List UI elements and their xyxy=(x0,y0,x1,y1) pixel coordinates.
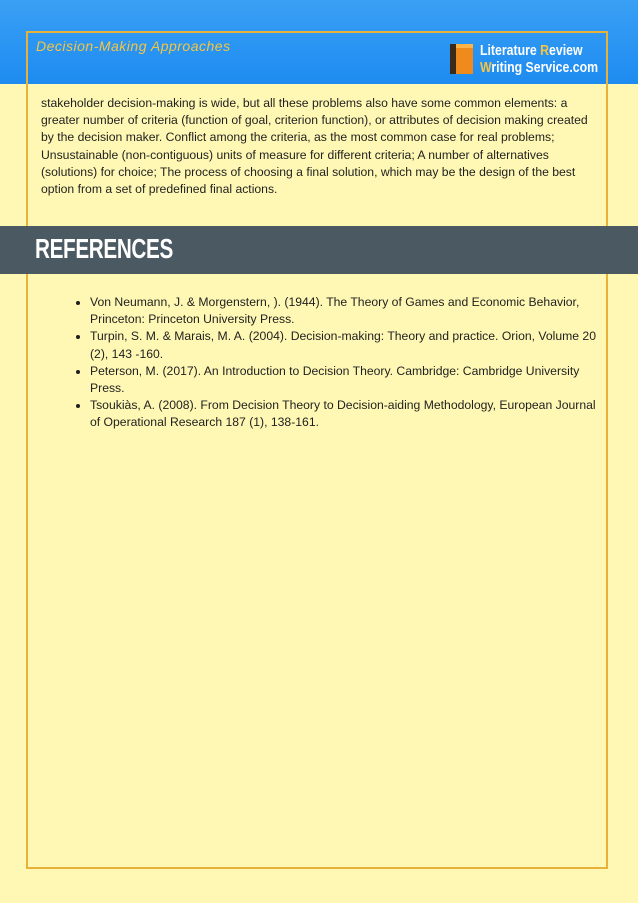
logo-line-2: Writing Service.com xyxy=(480,59,599,76)
book-icon xyxy=(450,44,473,74)
reference-item: • Turpin, S. M. & Marais, M. A. (2004). Decision-making: Theory and practice. Orion, Volume 20 (2), 143 -160. xyxy=(90,328,600,362)
references-list xyxy=(60,294,600,432)
intro-paragraph: stakeholder decision-making is wide, but all these problems also have some common elements: a greater number of criteria (function of goal, criterion function), or attributes of decision making created by the decision maker. Conflict among the criteria, as the most common case for real problems; Unsustainable (non-contiguous) units of measure for different criteria; A number of alternatives (solutions) for choice; The process of choosing a final solution, which may be the design of the best option from a set of predefined final actions. xyxy=(41,96,588,197)
reference-item: • Peterson, M. (2017). An Introduction to Decision Theory. Cambridge: Cambridge University Press. xyxy=(90,363,600,397)
logo-line-1: Literature Review xyxy=(480,42,583,59)
references-heading: REFERENCES xyxy=(35,233,173,264)
site-logo[interactable] xyxy=(450,42,605,76)
reference-item: • Von Neumann, J. & Morgenstern, ). (1944). The Theory of Games and Economic Behavior, Princeton: Princeton University Press. xyxy=(90,294,600,328)
logo-text xyxy=(480,42,599,76)
running-title: Decision-Making Approaches xyxy=(36,38,231,54)
reference-item: • Tsoukiàs, A. (2008). From Decision Theory to Decision-aiding Methodology, European Journal of Operational Research 187 (1), 138-161. xyxy=(90,397,600,431)
